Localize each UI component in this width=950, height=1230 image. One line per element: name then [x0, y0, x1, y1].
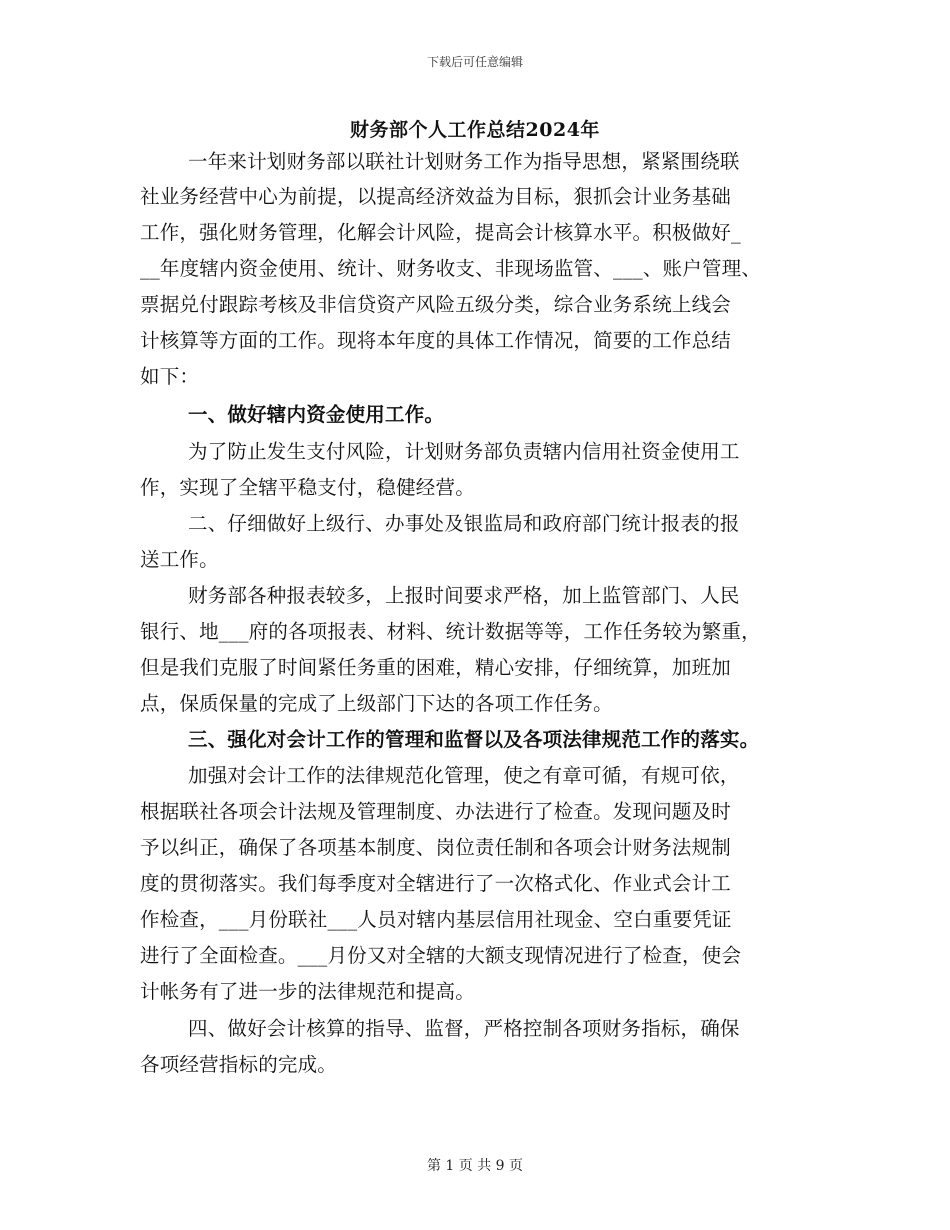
body-line: 加强对会计工作的法律规范化管理，使之有章可循，有规可依， — [188, 764, 740, 787]
body-line: 一年来计划财务部以联社计划财务工作为指导思想，紧紧围绕联 — [188, 150, 740, 173]
body-line: 财务部各种报表较多，上报时间要求严格，加上监管部门、人民 — [188, 584, 740, 607]
body-line: 予以纠正，确保了各项基本制度、岗位责任制和各项会计财务法规制 — [140, 836, 732, 859]
section-heading: 一、做好辖内资金使用工作。 — [188, 403, 445, 426]
body-line: 点，保质保量的完成了上级部门下达的各项工作任务。 — [140, 692, 613, 715]
body-line: 计核算等方面的工作。现将本年度的具体工作情况，简要的工作总结 — [140, 329, 732, 352]
body-line: 但是我们克服了时间紧任务重的困难，精心安排，仔细统算，加班加 — [140, 656, 732, 679]
body-line: 银行、地___府的各项报表、材料、统计数据等等，工作任务较为繁重， — [140, 620, 761, 643]
body-line: 工作，强化财务管理，化解会计风险，提高会计核算水平。积极做好_ — [140, 221, 741, 244]
body-line: 如下： — [140, 365, 200, 388]
body-line: 进行了全面检查。___月份又对全辖的大额支现情况进行了检查，使会 — [140, 944, 742, 967]
body-line: 二、仔细做好上级行、办事处及银监局和政府部门统计报表的报 — [188, 512, 740, 535]
body-line: 四、做好会计核算的指导、监督，严格控制各项财务指标，确保 — [188, 1017, 740, 1040]
document-title: 财务部个人工作总结2024年 — [350, 119, 600, 141]
body-line: 票据兑付跟踪考核及非信贷资产风险五级分类，综合业务系统上线会 — [140, 293, 732, 316]
body-line: 为了防止发生支付风险，计划财务部负责辖内信用社资金使用工 — [188, 440, 740, 463]
body-line: 各项经营指标的完成。 — [140, 1053, 338, 1076]
page-footer: 第 1 页 共 9 页 — [426, 1158, 524, 1174]
body-line: 作检查，___月份联社___人员对辖内基层信用社现金、空白重要凭证 — [140, 908, 732, 931]
section-heading: 三、强化对会计工作的管理和监督以及各项法律规范工作的落实。 — [188, 728, 760, 751]
header-note: 下载后可任意编辑 — [426, 55, 523, 69]
body-line: 度的贯彻落实。我们每季度对全辖进行了一次格式化、作业式会计工 — [140, 872, 732, 895]
body-line: __年度辖内资金使用、统计、财务收支、非现场监管、___、账户管理、 — [140, 257, 762, 280]
body-line: 社业务经营中心为前提，以提高经济效益为目标，狠抓会计业务基础 — [140, 185, 732, 208]
body-line: 计帐务有了进一步的法律规范和提高。 — [140, 980, 475, 1003]
body-line: 送工作。 — [140, 548, 219, 571]
body-line: 根据联社各项会计法规及管理制度、办法进行了检查。发现问题及时 — [140, 800, 732, 823]
body-line: 作，实现了全辖平稳支付，稳健经营。 — [140, 476, 475, 499]
